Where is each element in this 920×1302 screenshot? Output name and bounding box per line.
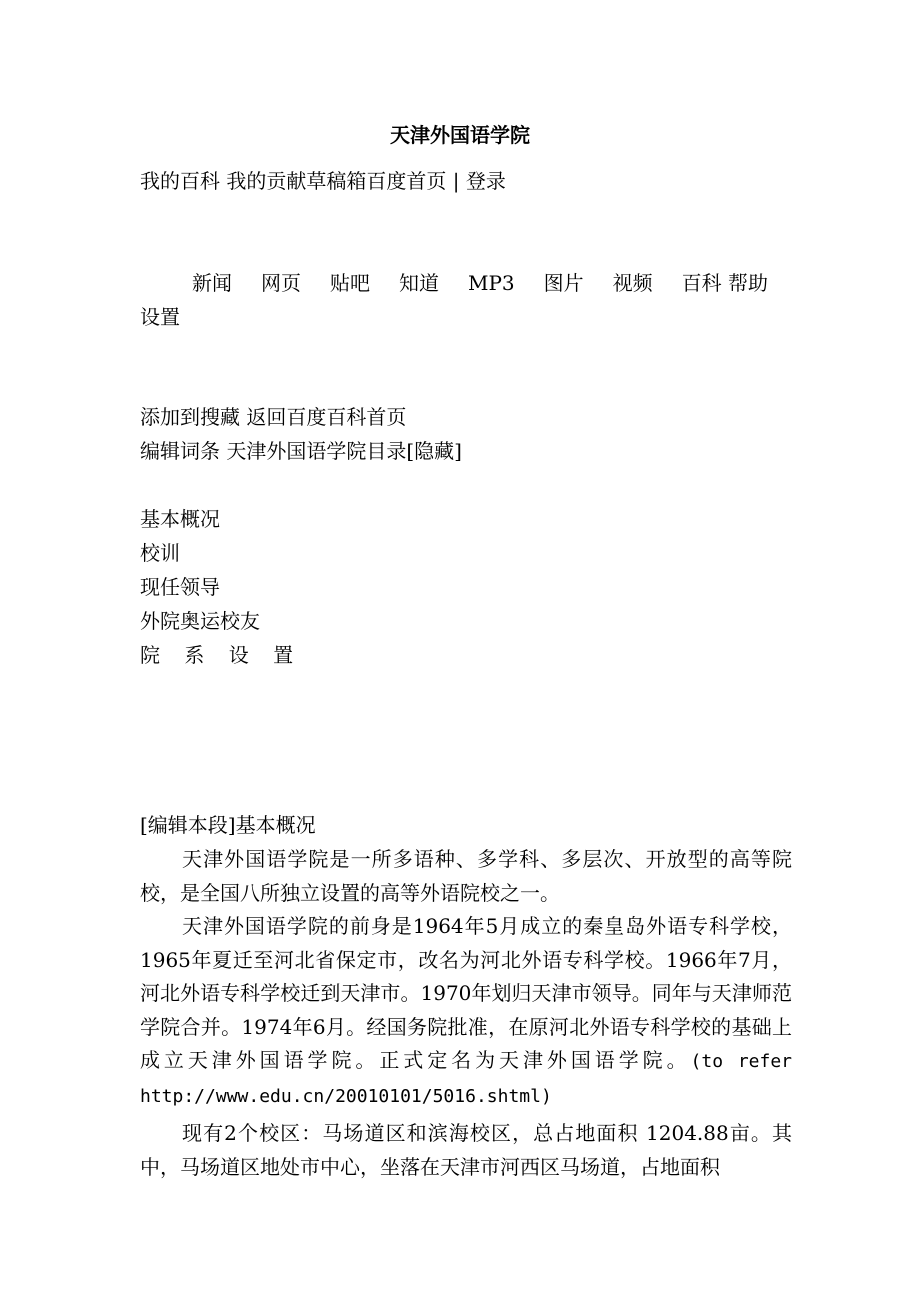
edit-entry-link[interactable]: 编辑词条 xyxy=(140,439,220,463)
toc-item-olympic-alumni[interactable]: 外院奥运校友 xyxy=(140,609,260,633)
nav-help[interactable]: 帮助 xyxy=(728,271,769,295)
history-text: 天津外国语学院的前身是1964年5月成立的秦皇岛外语专科学校，1965年夏迁至河北省保定市，改名为河北外语专科学校。1966年7月，河北外语专科学校迁到天津市。1970年划归天津市领导。同年与天津师范学院合并。1974年6月。经国务院批准，在原河北外语专科学校的基础上成立天津外国语学院。正式定名为天津外国语学院。 xyxy=(140,914,792,1072)
paragraph-history xyxy=(140,910,792,1113)
login-link[interactable]: 登录 xyxy=(465,169,506,193)
my-baike-link[interactable]: 我的百科 xyxy=(140,169,220,193)
toc-item-overview[interactable]: 基本概况 xyxy=(140,507,220,531)
section-header xyxy=(140,812,316,838)
my-contrib-link[interactable]: 我的贡献草稿箱百度首页 xyxy=(226,169,447,193)
edit-toc-row xyxy=(140,438,462,464)
section-heading: 基本概况 xyxy=(235,813,316,837)
nav-images[interactable]: 图片 xyxy=(543,271,584,295)
favorite-row xyxy=(140,404,406,430)
link-separator: | xyxy=(452,169,460,193)
search-nav xyxy=(140,266,790,334)
page-title: 天津外国语学院 xyxy=(390,123,530,147)
nav-news[interactable]: 新闻 xyxy=(192,271,232,295)
top-links-bar xyxy=(140,168,506,194)
edit-section-link[interactable]: [编辑本段] xyxy=(140,813,236,837)
nav-tieba[interactable]: 贴吧 xyxy=(330,271,370,295)
nav-video[interactable]: 视频 xyxy=(612,271,653,295)
add-favorite-link[interactable]: 添加到搜藏 xyxy=(140,405,240,429)
nav-mp3[interactable]: MP3 xyxy=(468,271,515,295)
nav-baike[interactable]: 百科 xyxy=(681,271,722,295)
toc-item-departments[interactable]: 院 系 设 置 xyxy=(140,643,303,667)
paragraph-intro: 天津外国语学院是一所多语种、多学科、多层次、开放型的高等院校，是全国八所独立设置的高等外语院校之一。 xyxy=(140,847,792,905)
nav-web[interactable]: 网页 xyxy=(261,271,301,295)
nav-zhidao[interactable]: 知道 xyxy=(399,271,439,295)
toc-item-motto[interactable]: 校训 xyxy=(140,541,180,565)
reference-link[interactable]: (to refer http://www.edu.cn/20010101/5016.shtml) xyxy=(140,1051,792,1107)
nav-settings[interactable]: 设置 xyxy=(140,305,180,329)
toc-item-leaders[interactable]: 现任领导 xyxy=(140,575,220,599)
toc-title: 天津外国语学院目录 xyxy=(226,439,407,463)
paragraph-campus: 现有2个校区：马场道区和滨海校区，总占地面积 1204.88亩。其中，马场道区地处市中心，坐落在天津市河西区马场道，占地面积 xyxy=(140,1121,792,1179)
back-home-link[interactable]: 返回百度百科首页 xyxy=(246,405,407,429)
toc-hide-link[interactable]: [隐藏] xyxy=(406,439,462,463)
